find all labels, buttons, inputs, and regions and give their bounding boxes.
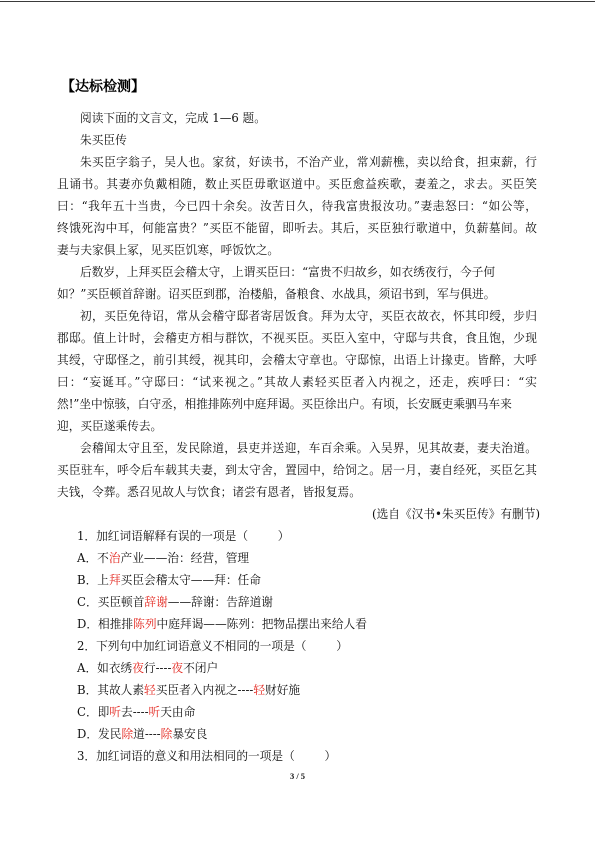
option-text: B．上 <box>77 573 109 587</box>
highlighted-word: 拜 <box>108 573 121 587</box>
option-text: A．如衣绣 <box>77 661 133 675</box>
page-number: 3 / 5 <box>289 771 306 781</box>
answer-option <box>57 547 537 569</box>
highlighted-word: 轻 <box>253 683 266 697</box>
highlighted-word: 听 <box>109 705 122 719</box>
passage-line: 迎，买臣遂乘传去。 <box>57 419 163 433</box>
option-text: 道---- <box>133 727 161 741</box>
highlighted-word: 夜 <box>171 661 184 675</box>
option-text: 买臣者入内视之---- <box>155 683 254 697</box>
highlighted-word: 辞谢 <box>144 595 168 609</box>
highlighted-word: 除 <box>121 727 134 741</box>
option-text: 天由命 <box>160 705 196 719</box>
question-stem: 1．加红词语解释有误的一项是（ ） <box>77 529 290 543</box>
highlighted-word: 治 <box>108 551 121 565</box>
highlighted-word: 轻 <box>144 683 156 697</box>
answer-option <box>57 723 537 745</box>
highlighted-word: 夜 <box>132 661 144 675</box>
answer-option <box>57 657 537 679</box>
answer-option <box>57 569 537 591</box>
passage-line: 妻与夫家俱上冢，见买臣饥寒，呼饭饮之。 <box>57 243 280 257</box>
document-body <box>57 107 540 767</box>
option-text: 中庭拜谒——陈列：把物品摆出来给人看 <box>156 617 367 631</box>
passage-line: 曰：“我年五十当贵，今已四十余矣。汝苦日久，待我富贵报汝功。”妻恚怒曰：“如公等， <box>57 199 537 213</box>
passage-title: 朱买臣传 <box>80 133 127 147</box>
passage-line: 初，买臣免待诏，常从会稽守邸者寄居饭食。拜为太守，买臣衣故衣，怀其印绶，步归 <box>80 309 537 323</box>
highlighted-word: 听 <box>148 705 161 719</box>
option-text: B．其故人素 <box>77 683 145 697</box>
section-heading: 【达标检测】 <box>61 79 145 95</box>
top-rule <box>0 1 595 2</box>
option-text: 买臣会稽太守——拜：任命 <box>120 573 261 587</box>
option-text: C．买臣顿首 <box>77 595 145 609</box>
answer-option <box>57 679 537 701</box>
answer-option <box>57 591 537 613</box>
option-text: 行---- <box>143 661 172 675</box>
passage-line: 终饿死沟中耳，何能富贵？”买臣不能留，即听去。其后，买臣独行歌道中，负薪墓间。故 <box>57 221 537 235</box>
passage-line: 且诵书。其妻亦负戴相随，数止买臣毋歌讴道中。买臣愈益疾歌，妻羞之，求去。买臣笑 <box>57 177 537 191</box>
passage-line: 郡邸。值上计时，会稽吏方相与群饮，不视买臣。买臣入室中，守邸与共食，食且饱，少现 <box>57 331 537 345</box>
passage-line: 夫钱，令葬。悉召见故人与饮食；诸尝有恩者，皆报复焉。 <box>57 485 361 499</box>
option-text: 暴安良 <box>172 727 208 741</box>
question-stem: 3．加红词语的意义和用法相同的一项是（ ） <box>77 749 337 763</box>
passage-line: 后数岁，上拜买臣会稽太守，上谓买臣曰：“富贵不归故乡，如衣绣夜行，今子何 <box>80 265 496 279</box>
option-text: D．相推排 <box>77 617 134 631</box>
passage-line: 然!”坐中惊骇，白守丞，相推排陈列中庭拜谒。买臣徐出户。有顷，长安厩吏乘驷马车来 <box>57 397 512 411</box>
passage-line: 朱买臣字翁子，吴人也。家贫，好读书，不治产业，常刈薪樵，卖以给食，担束薪，行 <box>80 155 537 169</box>
option-text: ——辞谢：告辞道谢 <box>167 595 273 609</box>
option-text: 去---- <box>121 705 149 719</box>
highlighted-word: 陈列 <box>133 617 157 631</box>
option-text: A．不 <box>77 551 109 565</box>
passage-line: 其绶，守邸怪之，前引其绶，视其印，会稽太守章也。守邸惊，出语上计掾吏。皆醉，大呼 <box>57 353 537 367</box>
highlighted-word: 除 <box>160 727 173 741</box>
passage-line: 买臣驻车，呼令后车载其夫妻，到太守舍，置园中，给饲之。居一月，妻自经死，买臣乞其 <box>57 463 537 477</box>
passage-source: (选自《汉书•朱买臣传》有删节) <box>372 507 540 521</box>
passage-line: 曰：“妄诞耳。”守邸曰：“试来视之。”其故人素轻买臣者入内视之，还走，疾呼曰：“实 <box>57 375 537 389</box>
option-text: C．即 <box>77 705 110 719</box>
passage-line: 如？”买臣顿首辞谢。诏买臣到郡，治楼船，备粮食、水战具，须诏书到，军与俱进。 <box>57 287 496 301</box>
instruction-text: 阅读下面的文言文，完成 1—6 题。 <box>80 111 266 125</box>
option-text: D．发民 <box>77 727 122 741</box>
option-text: 不闭户 <box>183 661 219 675</box>
question-stem: 2．下列句中加红词语意义不相同的一项是（ ） <box>77 639 348 653</box>
option-text: 产业——治：经营，管理 <box>120 551 250 565</box>
answer-option <box>57 613 537 635</box>
passage-line: 会稽闻太守且至，发民除道，县吏并送迎，车百余乘。入吴界，见其故妻，妻夫治道。 <box>80 441 537 455</box>
option-text: 财好施 <box>265 683 301 697</box>
answer-option <box>57 701 537 723</box>
